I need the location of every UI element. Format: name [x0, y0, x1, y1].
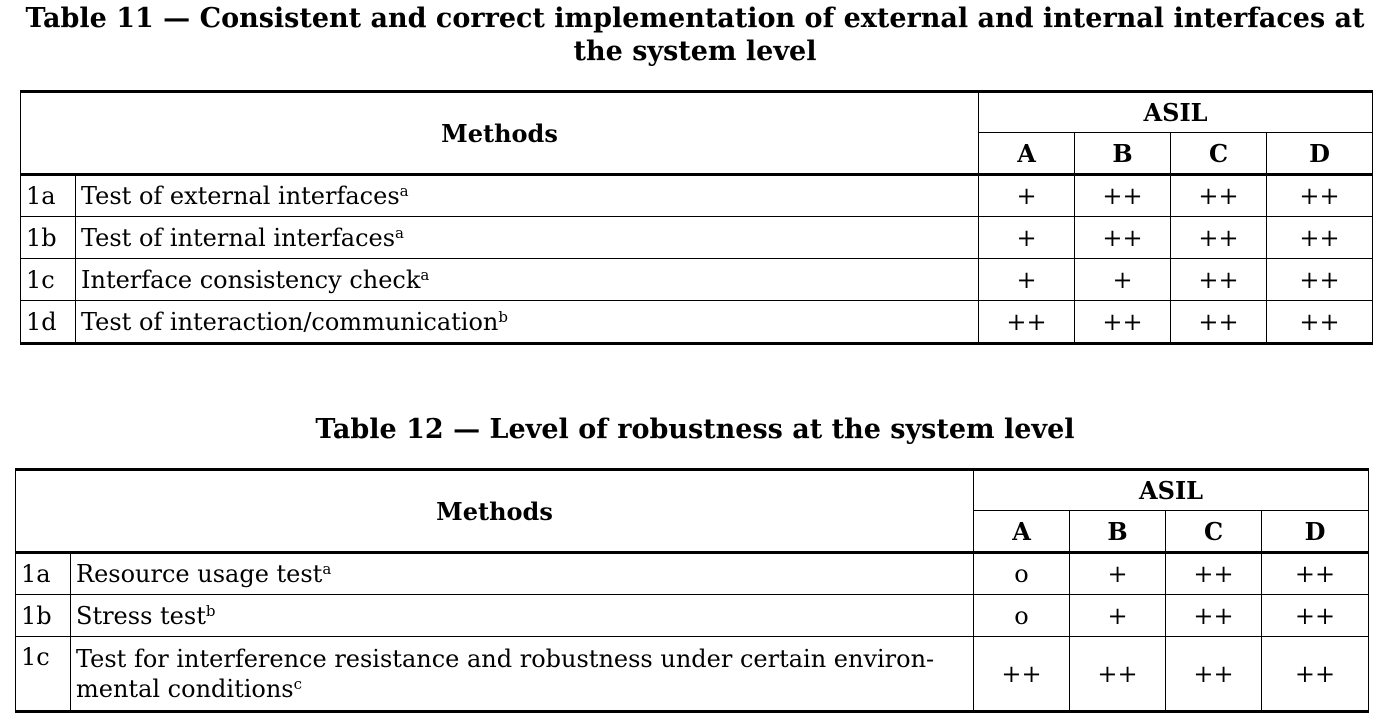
asil-c-value: ++: [1171, 217, 1267, 259]
asil-d-value: ++: [1267, 301, 1373, 344]
asil-a-value: +: [979, 175, 1075, 217]
footnote-marker: a: [395, 223, 404, 242]
table-11: [20, 90, 1373, 345]
asil-d-value: ++: [1262, 553, 1369, 595]
asil-a-value: ++: [979, 301, 1075, 344]
table-row: [21, 175, 1373, 217]
table-row: [16, 553, 1369, 595]
method-name: [76, 259, 979, 301]
method-name: [76, 301, 979, 344]
table-row: [16, 637, 1369, 712]
method-text: Interface consistency check: [81, 265, 421, 294]
method-text: Resource usage test: [76, 560, 323, 588]
method-text: Stress test: [76, 601, 206, 630]
asil-a-value: o: [974, 595, 1070, 637]
asil-c-value: ++: [1171, 175, 1267, 217]
asil-d-value: ++: [1267, 259, 1373, 301]
asil-d-value: ++: [1262, 595, 1369, 637]
asil-a-header: A: [974, 511, 1070, 553]
asil-c-value: ++: [1166, 553, 1262, 595]
asil-a-value: +: [979, 259, 1075, 301]
asil-b-value: +: [1070, 595, 1166, 637]
asil-c-value: ++: [1171, 259, 1267, 301]
footnote-marker: b: [498, 307, 508, 326]
asil-c-header: C: [1171, 133, 1267, 175]
asil-d-value: ++: [1267, 175, 1373, 217]
table-row: [21, 259, 1373, 301]
asil-b-value: ++: [1075, 175, 1171, 217]
table-11-caption-text: Table 11 — Consistent and correct implementation of external and internal interfaces at the system level: [25, 3, 1365, 67]
asil-b-value: +: [1075, 259, 1171, 301]
table-12-caption-text: Table 12 — Level of robustness at the system level: [315, 414, 1075, 445]
asil-c-header: C: [1166, 511, 1262, 553]
method-id: 1c: [16, 637, 71, 712]
method-id: 1c: [21, 259, 76, 301]
table-11-caption: [0, 2, 1390, 68]
asil-c-value: ++: [1166, 637, 1262, 712]
table-row: [21, 217, 1373, 259]
method-name: [76, 217, 979, 259]
asil-b-header: B: [1075, 133, 1171, 175]
method-text-line-1: Test for interference resistance and robustness under certain environ-: [76, 644, 935, 673]
methods-header: Methods: [21, 92, 979, 175]
method-id: 1b: [21, 217, 76, 259]
footnote-marker: a: [399, 182, 409, 200]
method-text: Test of internal interfaces: [81, 223, 396, 252]
asil-b-value: +: [1070, 553, 1166, 595]
table-12: [15, 468, 1369, 713]
method-name: [71, 553, 974, 595]
table-12-caption: [0, 413, 1390, 446]
method-id: 1a: [21, 175, 76, 217]
asil-d-header: D: [1262, 511, 1369, 553]
footnote-marker: c: [293, 674, 303, 693]
method-name: [71, 637, 974, 712]
method-text-line-2: mental conditions: [76, 674, 294, 703]
asil-a-value: +: [979, 217, 1075, 259]
asil-d-value: ++: [1267, 217, 1373, 259]
method-text: Test of interaction/communication: [81, 307, 499, 336]
asil-d-value: ++: [1262, 637, 1369, 712]
asil-a-value: ++: [974, 637, 1070, 712]
asil-b-value: ++: [1070, 637, 1166, 712]
method-text: Test of external interfaces: [81, 182, 400, 210]
asil-b-value: ++: [1075, 301, 1171, 344]
footnote-marker: b: [205, 601, 216, 620]
asil-a-header: A: [979, 133, 1075, 175]
method-id: 1d: [21, 301, 76, 344]
asil-header: ASIL: [974, 470, 1369, 511]
footnote-marker: a: [420, 265, 430, 284]
table-row: [21, 301, 1373, 344]
method-id: 1a: [16, 553, 71, 595]
asil-header: ASIL: [979, 92, 1373, 133]
asil-b-header: B: [1070, 511, 1166, 553]
methods-header: Methods: [16, 470, 974, 553]
asil-d-header: D: [1267, 133, 1373, 175]
asil-c-value: ++: [1171, 301, 1267, 344]
asil-a-value: o: [974, 553, 1070, 595]
asil-c-value: ++: [1166, 595, 1262, 637]
asil-b-value: ++: [1075, 217, 1171, 259]
method-id: 1b: [16, 595, 71, 637]
footnote-marker: a: [322, 560, 332, 578]
method-name: [71, 595, 974, 637]
table-row: [16, 595, 1369, 637]
method-name: [76, 175, 979, 217]
